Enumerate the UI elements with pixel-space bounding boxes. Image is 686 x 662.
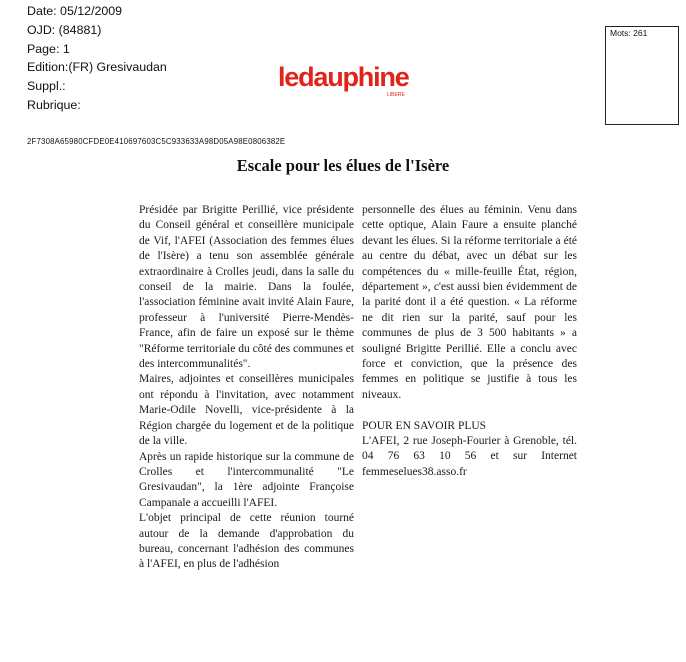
metadata-block [27,2,167,115]
word-count-box [605,26,679,125]
paragraph: L'objet principal de cette réunion tourné autour de la demande d'approbation du bureau, concernant l'adhésion des communes à l'AFEI, en plus de l'adhésion [139,512,354,571]
paragraph: Maires, adjointes et conseillères municipales ont répondu à l'invitation, avec notamment Marie-Odile Novelli, vice-présidente à la Région chargée du logement et de la politique de la ville. [139,373,354,448]
word-count: Mots: 261 [610,28,648,38]
newspaper-logo: ledauphine [278,62,409,92]
paragraph: personnelle des élues au féminin. Venu dans cette optique, Alain Faure a ensuite planché devant les élues. Si la réforme territoriale a été au centre du débat, avec un débat sur les compétences du « mille-feuille État, région, département », c'est aussi bien évidemment de la parité dont il a été question. « La réforme ne dit rien sur la parité, sauf pour les communes de plus de 3 500 habitants » a souligné Brigitte Perillié. Elle a conclu avec force et conviction, que la présence des femmes en politique se justifie à tous les niveaux. [362,204,577,401]
meta-edition: Edition:(FR) Gresivaudan [27,60,167,75]
article-column-2 [362,203,577,480]
newspaper-logo-sub: LIBERE [387,92,405,98]
meta-ojd: OJD: (84881) [27,22,102,37]
article-title: Escale pour les élues de l'Isère [236,156,450,175]
document-hash: 2F7308A65980CFDE0E410697603C5C933633A98D05A98E0806382E [27,137,286,146]
paragraph: Présidée par Brigitte Perillié, vice présidente du Conseil général et conseillère municipale de Vif, l'AFEI (Association des femmes élues de l'Isère) a tenu son assemblée générale extraordinaire à Crolles jeudi, dans la salle du conseil de la mairie. Dans la foulée, l'association féminine avait invité Alain Faure, professeur à l'université Pierre-Mendès-France, afin de faire un exposé sur le thème "Réforme territoriale du côté des communes et des intercommunalités". [139,204,354,371]
meta-suppl: Suppl.: [27,79,66,94]
info-text: L'AFEI, 2 rue Joseph-Fourier à Grenoble, tél. 04 76 63 10 56 et sur Internet femmeselues38.asso.fr [362,435,577,478]
paragraph: Après un rapide historique sur la commune de Crolles et l'intercommunalité "Le Gresivaudan", la 1ère adjointe Françoise Campanale a accueilli l'AFEI. [139,450,354,509]
article-column-1 [139,203,354,573]
info-heading: POUR EN SAVOIR PLUS [362,419,487,432]
meta-rubrique: Rubrique: [27,97,81,112]
meta-page: Page: 1 [27,41,70,56]
meta-date: Date: 05/12/2009 [27,4,123,18]
